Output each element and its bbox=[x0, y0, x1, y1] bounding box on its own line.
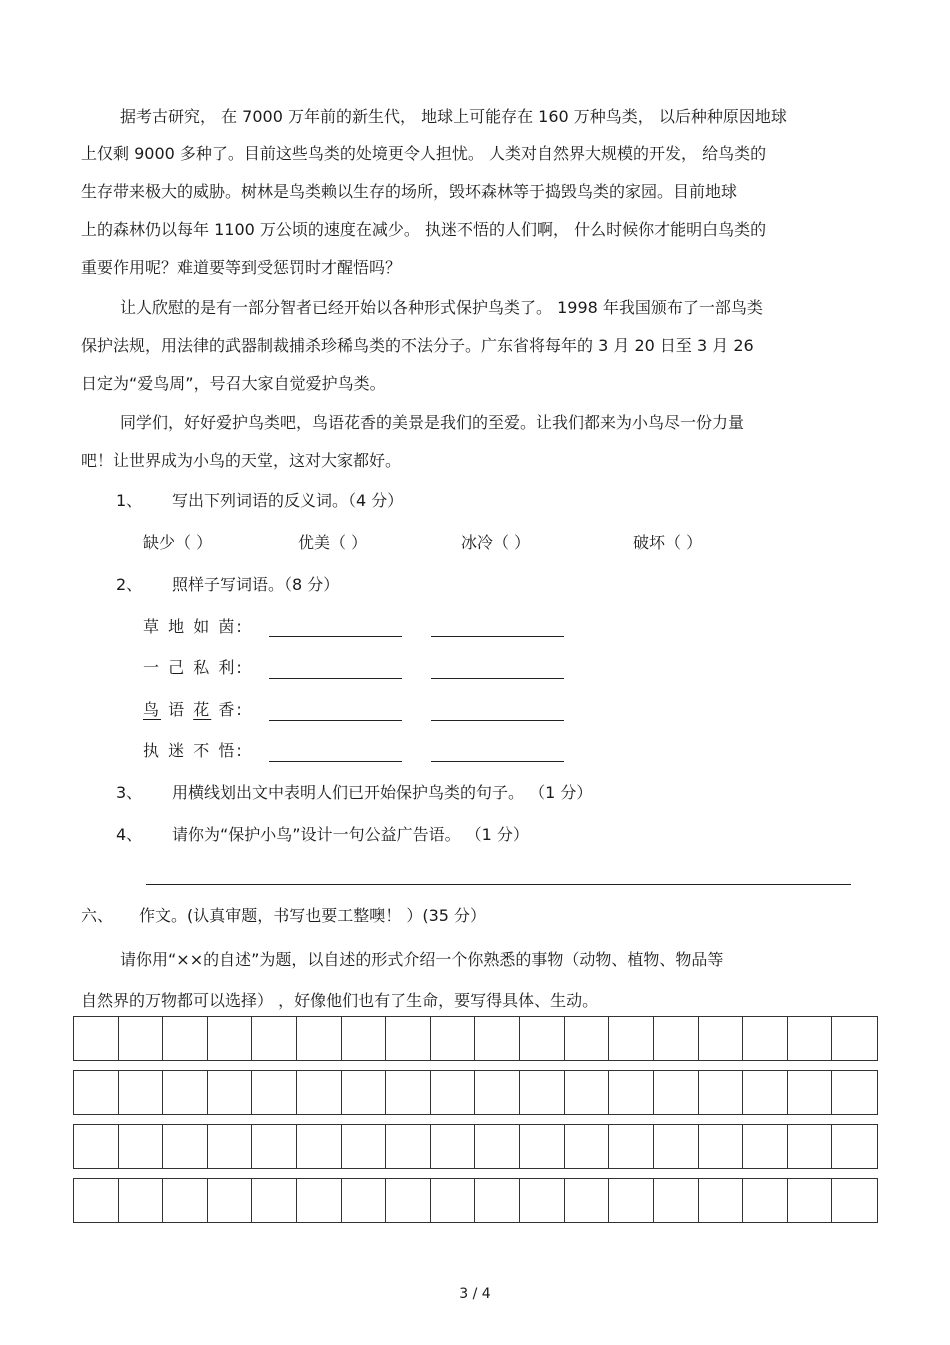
question-2-text: 照样子写词语。（8 分） bbox=[172, 575, 340, 594]
grid-cell[interactable] bbox=[565, 1017, 610, 1060]
grid-cell[interactable] bbox=[475, 1017, 520, 1060]
composition-number: 六、 bbox=[81, 906, 114, 925]
grid-row bbox=[73, 1070, 878, 1115]
grid-cell[interactable] bbox=[386, 1017, 431, 1060]
grid-cell[interactable] bbox=[119, 1179, 164, 1222]
grid-cell[interactable] bbox=[74, 1125, 119, 1168]
grid-cell[interactable] bbox=[788, 1125, 833, 1168]
grid-cell[interactable] bbox=[520, 1179, 565, 1222]
grid-cell[interactable] bbox=[609, 1071, 654, 1114]
example-word-row bbox=[143, 699, 263, 721]
passage-line: 吧！让世界成为小鸟的天堂，这对大家都好。 bbox=[81, 451, 402, 470]
grid-cell[interactable] bbox=[609, 1125, 654, 1168]
grid-cell[interactable] bbox=[832, 1125, 877, 1168]
question-2-number: 2、 bbox=[116, 575, 143, 594]
grid-cell[interactable] bbox=[654, 1179, 699, 1222]
antonym-item: 缺少（ ） bbox=[143, 533, 213, 552]
grid-cell[interactable] bbox=[208, 1071, 253, 1114]
passage-line: 据考古研究， 在 7000 万年前的新生代， 地球上可能存在 160 万种鸟类， 以后种种原因地球 bbox=[120, 107, 787, 126]
grid-row bbox=[73, 1124, 878, 1169]
grid-cell[interactable] bbox=[119, 1071, 164, 1114]
grid-cell[interactable] bbox=[163, 1125, 208, 1168]
grid-cell[interactable] bbox=[252, 1125, 297, 1168]
example-word: 草 地 如 茵: bbox=[143, 617, 244, 636]
passage-line: 生存带来极大的威胁。树林是鸟类赖以生存的场所，毁坏森林等于捣毁鸟类的家园。目前地球 bbox=[81, 182, 738, 201]
grid-cell[interactable] bbox=[297, 1179, 342, 1222]
grid-cell[interactable] bbox=[163, 1179, 208, 1222]
writing-grid bbox=[73, 1016, 878, 1234]
composition-prompt: 请你用“××的自述”为题，以自述的形式介绍一个你熟悉的事物（动物、植物、物品等 bbox=[120, 950, 724, 969]
answer-blank[interactable] bbox=[269, 761, 402, 762]
passage-line: 日定为“爱鸟周”，号召大家自觉爱护鸟类。 bbox=[81, 374, 386, 393]
grid-row bbox=[73, 1016, 878, 1061]
grid-cell[interactable] bbox=[475, 1071, 520, 1114]
grid-cell[interactable] bbox=[252, 1017, 297, 1060]
grid-cell[interactable] bbox=[342, 1071, 387, 1114]
answer-blank[interactable] bbox=[431, 636, 564, 637]
answer-blank[interactable] bbox=[431, 720, 564, 721]
grid-cell[interactable] bbox=[520, 1125, 565, 1168]
grid-cell[interactable] bbox=[520, 1017, 565, 1060]
question-1-text: 写出下列词语的反义词。（4 分） bbox=[172, 491, 404, 510]
grid-cell[interactable] bbox=[208, 1125, 253, 1168]
example-word: 鸟 语 花 香: bbox=[143, 700, 244, 719]
grid-cell[interactable] bbox=[743, 1017, 788, 1060]
grid-cell[interactable] bbox=[475, 1179, 520, 1222]
grid-cell[interactable] bbox=[74, 1071, 119, 1114]
composition-prompt: 自然界的万物都可以选择） ，好像他们也有了生命，要写得具体、生动。 bbox=[81, 991, 599, 1010]
grid-cell[interactable] bbox=[119, 1125, 164, 1168]
question-4-text: 请你为“保护小鸟”设计一句公益广告语。 （1 分） bbox=[172, 825, 529, 844]
grid-cell[interactable] bbox=[342, 1179, 387, 1222]
grid-cell[interactable] bbox=[699, 1125, 744, 1168]
grid-cell[interactable] bbox=[699, 1017, 744, 1060]
passage-line: 同学们，好好爱护鸟类吧，鸟语花香的美景是我们的至爱。让我们都来为小鸟尽一份力量 bbox=[120, 413, 745, 432]
antonym-item: 冰冷（ ） bbox=[461, 533, 531, 552]
grid-cell[interactable] bbox=[252, 1071, 297, 1114]
answer-blank[interactable] bbox=[431, 678, 564, 679]
passage-line: 重要作用呢？难道要等到受惩罚时才醒悟吗？ bbox=[81, 258, 402, 277]
grid-cell[interactable] bbox=[163, 1071, 208, 1114]
grid-cell[interactable] bbox=[743, 1125, 788, 1168]
question-3-number: 3、 bbox=[116, 783, 143, 802]
grid-cell[interactable] bbox=[297, 1071, 342, 1114]
composition-title: 作文。(认真审题，书写也要工整噢！ ）(35 分） bbox=[139, 906, 487, 925]
grid-cell[interactable] bbox=[832, 1017, 877, 1060]
grid-cell[interactable] bbox=[74, 1179, 119, 1222]
grid-cell[interactable] bbox=[163, 1017, 208, 1060]
grid-cell[interactable] bbox=[743, 1071, 788, 1114]
grid-cell[interactable] bbox=[565, 1125, 610, 1168]
grid-cell[interactable] bbox=[832, 1071, 877, 1114]
grid-cell[interactable] bbox=[788, 1017, 833, 1060]
answer-blank[interactable] bbox=[269, 678, 402, 679]
grid-cell[interactable] bbox=[208, 1017, 253, 1060]
grid-cell[interactable] bbox=[297, 1017, 342, 1060]
question-3-text: 用横线划出文中表明人们已开始保护鸟类的句子。 （1 分） bbox=[172, 783, 593, 802]
antonym-item: 破坏（ ） bbox=[633, 533, 703, 552]
question-1-number: 1、 bbox=[116, 491, 143, 510]
grid-cell[interactable] bbox=[654, 1071, 699, 1114]
grid-cell[interactable] bbox=[565, 1179, 610, 1222]
grid-row bbox=[73, 1178, 878, 1223]
grid-cell[interactable] bbox=[699, 1179, 744, 1222]
grid-cell[interactable] bbox=[252, 1179, 297, 1222]
grid-cell[interactable] bbox=[475, 1125, 520, 1168]
answer-blank[interactable] bbox=[269, 636, 402, 637]
grid-cell[interactable] bbox=[788, 1179, 833, 1222]
answer-blank[interactable] bbox=[269, 720, 402, 721]
grid-cell[interactable] bbox=[520, 1071, 565, 1114]
example-word: 执 迷 不 悟: bbox=[143, 741, 244, 760]
grid-cell[interactable] bbox=[431, 1071, 476, 1114]
grid-cell[interactable] bbox=[565, 1071, 610, 1114]
grid-cell[interactable] bbox=[832, 1179, 877, 1222]
grid-cell[interactable] bbox=[654, 1125, 699, 1168]
grid-cell[interactable] bbox=[119, 1017, 164, 1060]
grid-cell[interactable] bbox=[431, 1179, 476, 1222]
grid-cell[interactable] bbox=[297, 1125, 342, 1168]
grid-cell[interactable] bbox=[386, 1071, 431, 1114]
page-number: 3 / 4 bbox=[459, 1286, 491, 1302]
question-4-number: 4、 bbox=[116, 825, 143, 844]
grid-cell[interactable] bbox=[74, 1017, 119, 1060]
grid-cell[interactable] bbox=[342, 1125, 387, 1168]
grid-cell[interactable] bbox=[431, 1017, 476, 1060]
grid-cell[interactable] bbox=[788, 1071, 833, 1114]
passage-line: 上的森林仍以每年 1100 万公顷的速度在减少。 执迷不悟的人们啊， 什么时候你才能明白鸟类的 bbox=[81, 220, 767, 239]
passage-line: 保护法规，用法律的武器制裁捕杀珍稀鸟类的不法分子。广东省将每年的 3 月 20 日至 3 月 26 bbox=[81, 336, 754, 355]
grid-cell[interactable] bbox=[609, 1017, 654, 1060]
grid-cell[interactable] bbox=[208, 1179, 253, 1222]
example-word: 一 己 私 利: bbox=[143, 658, 244, 677]
example-word-row bbox=[143, 616, 263, 638]
grid-cell[interactable] bbox=[699, 1071, 744, 1114]
grid-cell[interactable] bbox=[609, 1179, 654, 1222]
example-word-row bbox=[143, 657, 263, 679]
grid-cell[interactable] bbox=[431, 1125, 476, 1168]
grid-cell[interactable] bbox=[342, 1017, 387, 1060]
grid-cell[interactable] bbox=[386, 1125, 431, 1168]
grid-cell[interactable] bbox=[654, 1017, 699, 1060]
answer-blank[interactable] bbox=[431, 761, 564, 762]
grid-cell[interactable] bbox=[743, 1179, 788, 1222]
grid-cell[interactable] bbox=[386, 1179, 431, 1222]
antonym-item: 优美（ ） bbox=[298, 533, 368, 552]
example-word-row bbox=[143, 740, 263, 762]
slogan-answer-line[interactable] bbox=[146, 884, 851, 885]
passage-line: 让人欣慰的是有一部分智者已经开始以各种形式保护鸟类了。 1998 年我国颁布了一部鸟类 bbox=[120, 298, 763, 317]
passage-line: 上仅剩 9000 多种了。目前这些鸟类的处境更令人担忧。 人类对自然界大规模的开发， 给鸟类的 bbox=[81, 144, 767, 163]
